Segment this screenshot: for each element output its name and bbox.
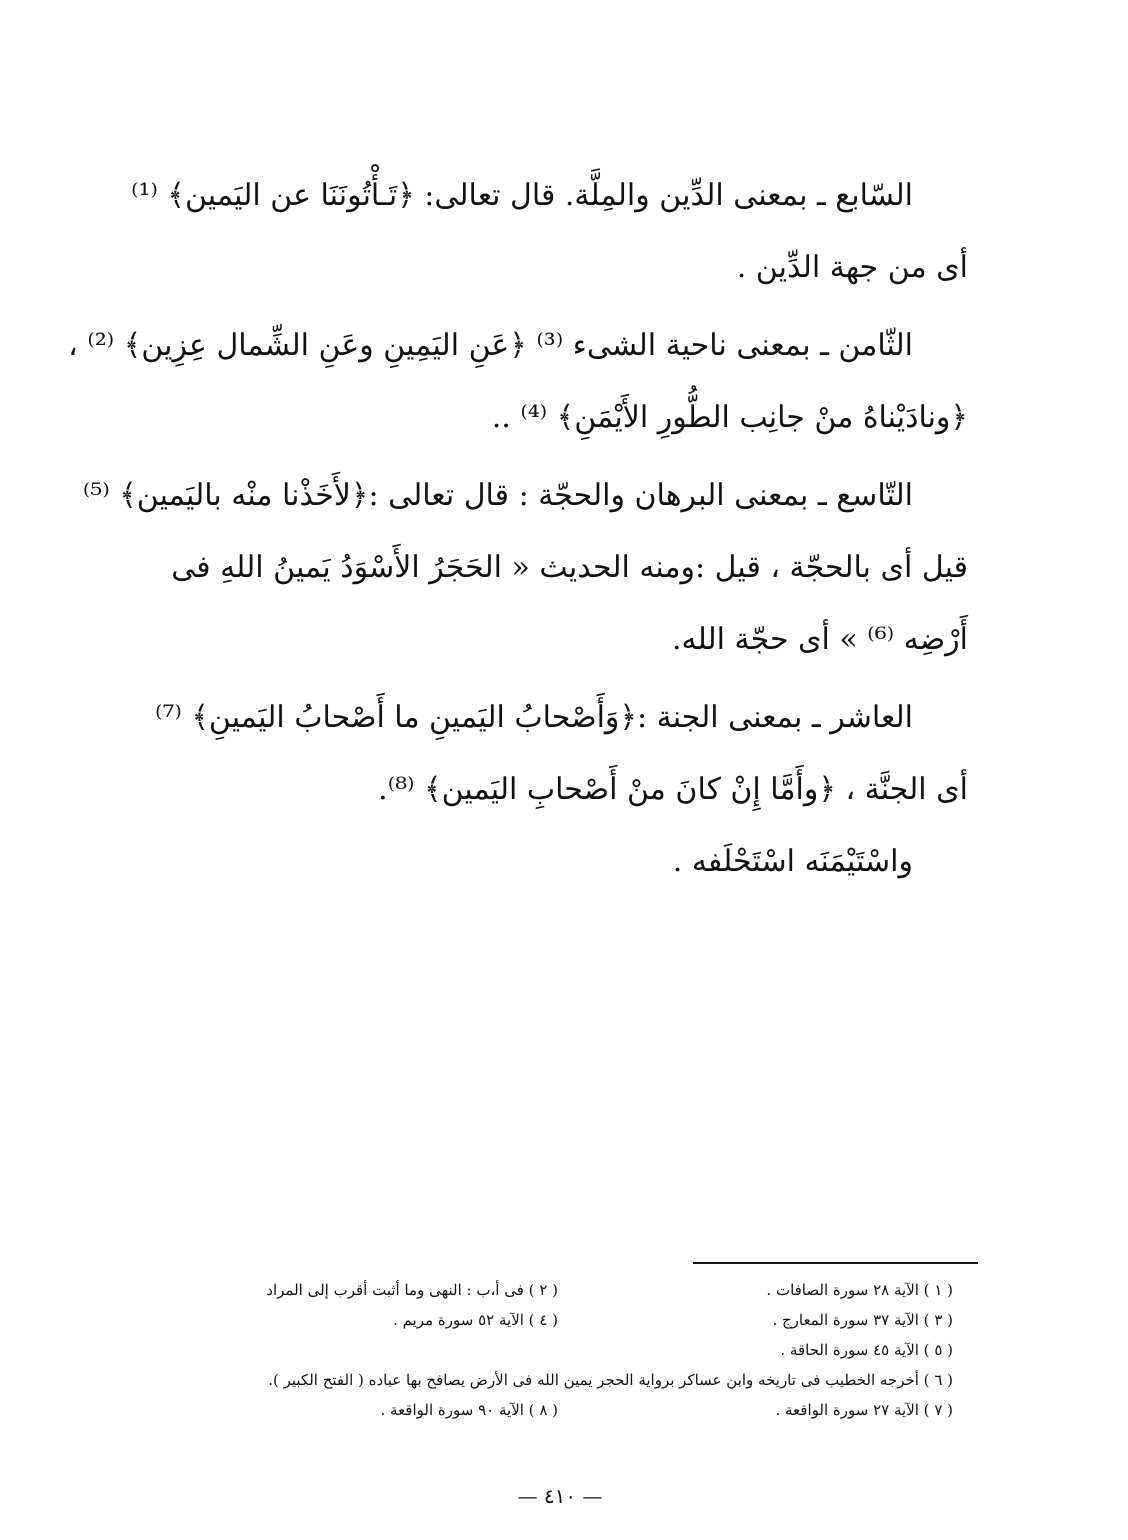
footnotes [163, 1275, 953, 1425]
footnote-1: ( ١ ) الآية ٢٨ سورة الصافات . [766, 1281, 953, 1299]
text-line: قيل أى بالحجّة ، قيل :ومنه الحديث « الحَجَرُ الأَسْوَدُ يَمينُ اللهِ فى [171, 550, 968, 585]
text-line-eighth-meaning: الثّامن ـ بمعنى ناحية الشىء ⁽³⁾ ﴿عَنِ اليَمِينِ وعَنِ الشِّمال عِزِين﴾ ⁽²⁾ ، [68, 328, 913, 363]
text-line: أَرْضِه ⁽⁶⁾ » أى حجّة الله. [671, 622, 968, 657]
text-line-tenth-meaning: العاشر ـ بمعنى الجنة :﴿وَأَصْحابُ اليَمينِ ما أَصْحابُ اليَمينِ﴾ ⁽⁷⁾ [155, 700, 913, 735]
footnote-row [163, 1335, 953, 1365]
page-number: — ٤١٠ — [517, 1484, 603, 1508]
footnote-4: ( ٤ ) الآية ٥٢ سورة مريم . [393, 1311, 558, 1329]
text-line: ﴿ونادَيْناهُ منْ جانِب الطُّورِ الأَيْمَنِ﴾ ⁽⁴⁾ .. [491, 400, 968, 435]
footnote-row [163, 1275, 953, 1305]
footnote-row [163, 1305, 953, 1335]
text-line: واسْتَيْمَنَه اسْتَحْلَفه . [672, 844, 913, 879]
text-line: أى الجنَّة ، ﴿وأَمَّا إِنْ كانَ منْ أَصْحابِ اليَمين﴾ ⁽⁸⁾. [378, 772, 968, 807]
footnote-row [163, 1365, 953, 1395]
footnote-6: ( ٦ ) أخرجه الخطيب فى تاريخه وابن عساكر برواية الحجر يمين الله فى الأرض يصافح بها عباده ( الفتح الكبير ). [268, 1371, 953, 1389]
text-line: أى من جهة الدِّين . [736, 250, 968, 285]
text-line-seventh-meaning: السّابع ـ بمعنى الدِّين والمِلَّة. قال تعالى: ﴿تَـأْتُونَنَا عن اليَمين﴾ ⁽¹⁾ [131, 178, 913, 213]
footnote-separator [693, 1262, 978, 1264]
footnote-8: ( ٨ ) الآية ٩٠ سورة الواقعة . [380, 1401, 558, 1419]
footnote-row [163, 1395, 953, 1425]
text-line-ninth-meaning: التّاسع ـ بمعنى البرهان والحجّة : قال تعالى :﴿لأَخَذْنا منْه باليَمين﴾ ⁽⁵⁾ [82, 478, 913, 513]
footnote-3: ( ٣ ) الآية ٣٧ سورة المعارج . [772, 1311, 953, 1329]
body-text [68, 160, 968, 898]
footnote-7: ( ٧ ) الآية ٢٧ سورة الواقعة . [775, 1401, 953, 1419]
footnote-5: ( ٥ ) الآية ٤٥ سورة الحاقة . [780, 1341, 953, 1359]
footnote-2: ( ٢ ) فى أ،ب : النهى وما أثبت أقرب إلى المراد [266, 1281, 558, 1299]
